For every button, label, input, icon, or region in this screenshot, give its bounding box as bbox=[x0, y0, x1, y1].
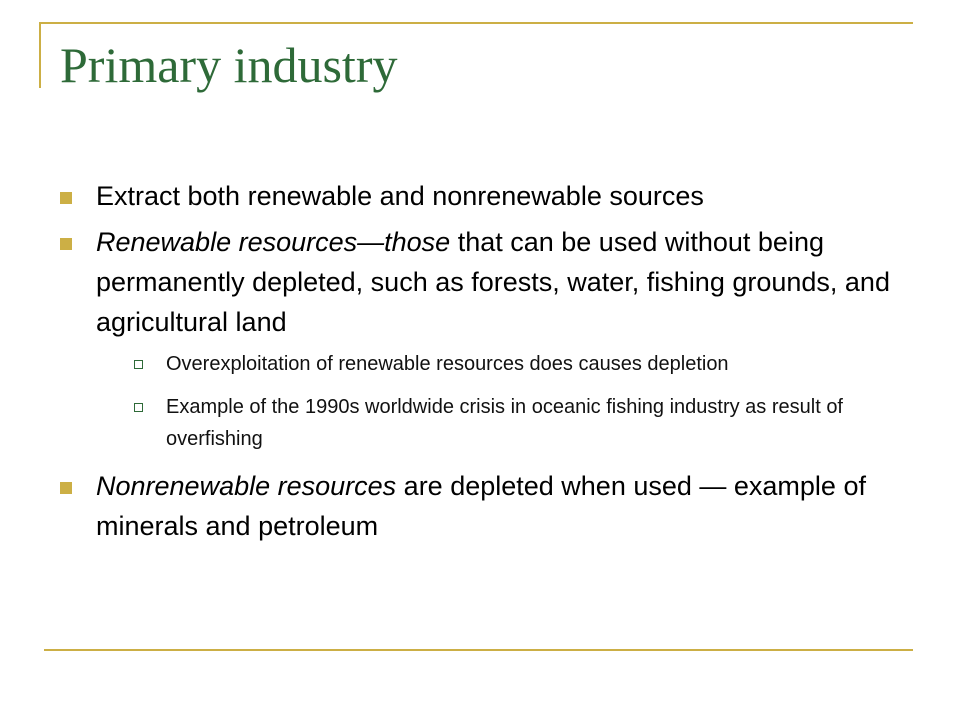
square-bullet-icon bbox=[60, 238, 72, 250]
sub-bullet-list bbox=[96, 348, 890, 455]
bullet-item bbox=[60, 222, 890, 455]
bullet-emphasis-text: Nonrenewable resources bbox=[96, 471, 397, 501]
hollow-square-bullet-icon bbox=[134, 403, 143, 412]
bullet-text: are depleted when used — example of minerals and petroleum bbox=[96, 471, 866, 541]
frame-top-line bbox=[39, 22, 913, 24]
bullet-item bbox=[60, 466, 890, 546]
frame-left-line bbox=[39, 22, 41, 88]
sub-bullet-item bbox=[132, 348, 890, 380]
frame-bottom-line bbox=[44, 649, 913, 651]
sub-bullet-text: Overexploitation of renewable resources does causes depletion bbox=[166, 353, 729, 375]
bullet-emphasis-text: Renewable resources—those bbox=[96, 227, 451, 257]
bullet-item bbox=[60, 176, 890, 216]
sub-bullet-text: Example of the 1990s worldwide crisis in oceanic fishing industry as result of overfishing bbox=[166, 396, 843, 450]
sub-bullet-item bbox=[132, 391, 890, 455]
hollow-square-bullet-icon bbox=[134, 360, 143, 369]
square-bullet-icon bbox=[60, 192, 72, 204]
square-bullet-icon bbox=[60, 482, 72, 494]
slide-title: Primary industry bbox=[60, 37, 398, 93]
bullet-text: Extract both renewable and nonrenewable sources bbox=[96, 181, 704, 211]
slide-body bbox=[60, 176, 890, 552]
bullet-text: that can be used without being permanently depleted, such as forests, water, fishing grounds, and agricultural land bbox=[96, 227, 890, 337]
